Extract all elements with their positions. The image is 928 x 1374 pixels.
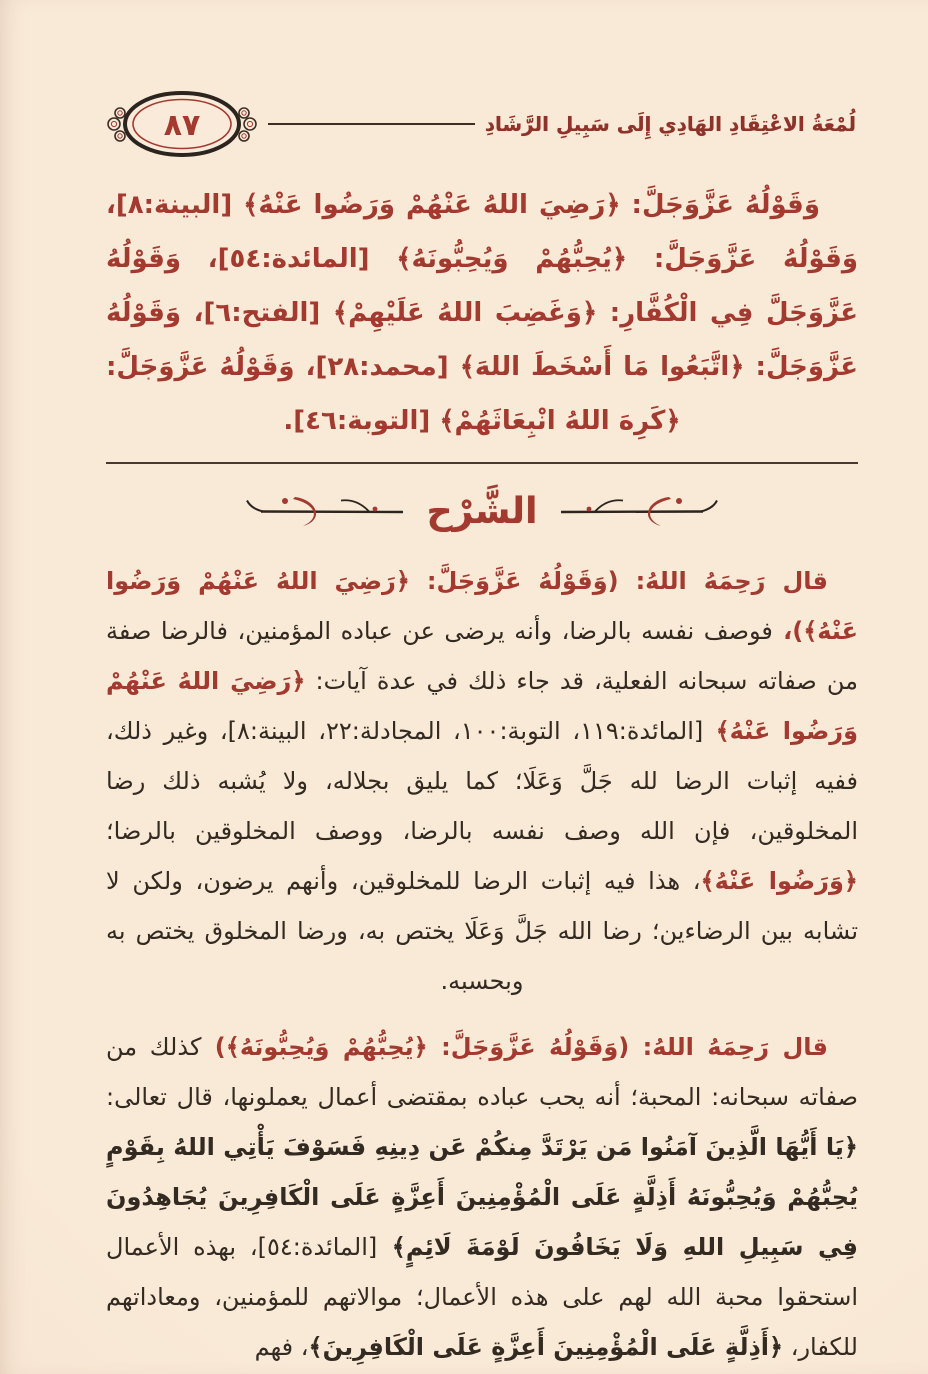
matn-text: وَقَوْلُهُ عَزَّوَجَلَّ: ﴿رَضِيَ اللهُ عَنْهُمْ وَرَضُوا عَنْهُ﴾ [البينة:٨]، وَقَوْلُهُ عَزَّوَجَلَّ: ﴿يُحِبُّهُمْ وَيُحِبُّونَهُ﴾ [المائدة:٥٤]، وَقَوْلُهُ عَزَّوَجَلَّ فِي الْكُفَّارِ: ﴿وَغَضِبَ اللهُ عَلَيْهِمْ﴾ [الفتح:٦]، وَقَوْلُهُ عَزَّوَجَلَّ: ﴿اتَّبَعُوا مَا أَسْخَطَ اللهَ﴾ [محمد:٢٨]، وَقَوْلُهُ عَزَّوَجَلَّ: ﴿كَرِهَ اللهُ انْبِعَاثَهُمْ﴾ [التوبة:٤٦].: [106, 190, 859, 436]
page-header: [106, 86, 858, 162]
heading-flourish-icon: [551, 489, 719, 533]
matn-paragraph: [106, 178, 858, 448]
heading-flourish-icon: [245, 489, 413, 533]
commentary-text: كذلك من صفاته سبحانه: المحبة؛ أنه يحب عباده بمقتضى أعمال يعملونها، قال تعالى:: [106, 1033, 858, 1111]
speaker-lead-and-quote: قال رَحِمَهُ اللهُ: (وَقَوْلُهُ عَزَّوَجَلَّ: ﴿رَضِيَ اللهُ عَنْهُمْ وَرَضُوا عَنْهُ﴾)،: [106, 567, 858, 645]
commentary-text: [المائدة:١١٩، التوبة:١٠٠، المجادلة:٢٢، البينة:٨]، وغير ذلك، ففيه إثبات الرضا لله جَلَّ وَعَلَا؛ كما يليق بجلاله، ولا يُشبه ذلك رضا المخلوقين، فإن الله وصف نفسه بالرضا، ووصف المخلوقين بالرضا؛: [106, 717, 858, 845]
medallion-ornament-icon: [106, 86, 258, 162]
quran-quote: ﴿رَضِيَ اللهُ عَنْهُمْ وَرَضُوا عَنْهُ﴾: [106, 667, 858, 745]
section-separator-rule: [106, 462, 858, 464]
page-number: ٨٧: [163, 108, 201, 143]
commentary-text: ، هذا فيه إثبات الرضا للمخلوقين، وأنهم يرضون، ولكن لا تشابه بين الرضاءين؛ رضا الله جَلَّ وَعَلَا يختص به، ورضا المخلوق يختص به وبحسبه.: [106, 867, 858, 995]
page-content: [0, 86, 928, 1372]
quran-quote: ﴿أَذِلَّةٍ عَلَى الْمُؤْمِنِينَ أَعِزَّةٍ عَلَى الْكَافِرِينَ﴾: [308, 1333, 784, 1361]
header-rule: [268, 123, 475, 126]
commentary-text: [المائدة:٥٤]، بهذه الأعمال استحقوا محبة الله لهم على هذه الأعمال؛ موالاتهم للمؤمنين، ومعاداتهم للكفار،: [106, 1233, 858, 1361]
quran-quote: ﴿يَا أَيُّهَا الَّذِينَ آمَنُوا مَن يَرْتَدَّ مِنكُمْ عَن دِينِهِ فَسَوْفَ يَأْتِي اللهُ بِقَوْمٍ يُحِبُّهُمْ وَيُحِبُّونَهُ أَذِلَّةٍ عَلَى الْمُؤْمِنِينَ أَعِزَّةٍ عَلَى الْكَافِرِينَ يُجَاهِدُونَ فِي سَبِيلِ اللهِ وَلَا يَخَافُونَ لَوْمَةَ لَائِمٍ﴾: [106, 1133, 858, 1261]
commentary-paragraph-2: [106, 1022, 858, 1372]
section-title: الشَّرْح: [426, 490, 538, 532]
commentary-paragraph-1: [106, 556, 858, 1006]
speaker-lead-and-quote: قال رَحِمَهُ اللهُ: (وَقَوْلُهُ عَزَّوَجَلَّ: ﴿يُحِبُّهُمْ وَيُحِبُّونَهُ﴾): [201, 1033, 828, 1061]
commentary-text: فوصف نفسه بالرضا، وأنه يرضى عن عباده المؤمنين، فالرضا صفة من صفاته سبحانه الفعلية، قد جاء ذلك في عدة آيات:: [106, 617, 858, 695]
quran-quote: ﴿وَرَضُوا عَنْهُ﴾: [700, 867, 858, 895]
commentary-text: ، فهم: [254, 1333, 309, 1361]
section-heading: [106, 480, 858, 542]
book-title: لُمْعَةُ الاعْتِقَادِ الهَادِي إِلَى سَبِيلِ الرَّشَادِ: [484, 112, 856, 136]
page-number-medallion: [106, 86, 258, 162]
